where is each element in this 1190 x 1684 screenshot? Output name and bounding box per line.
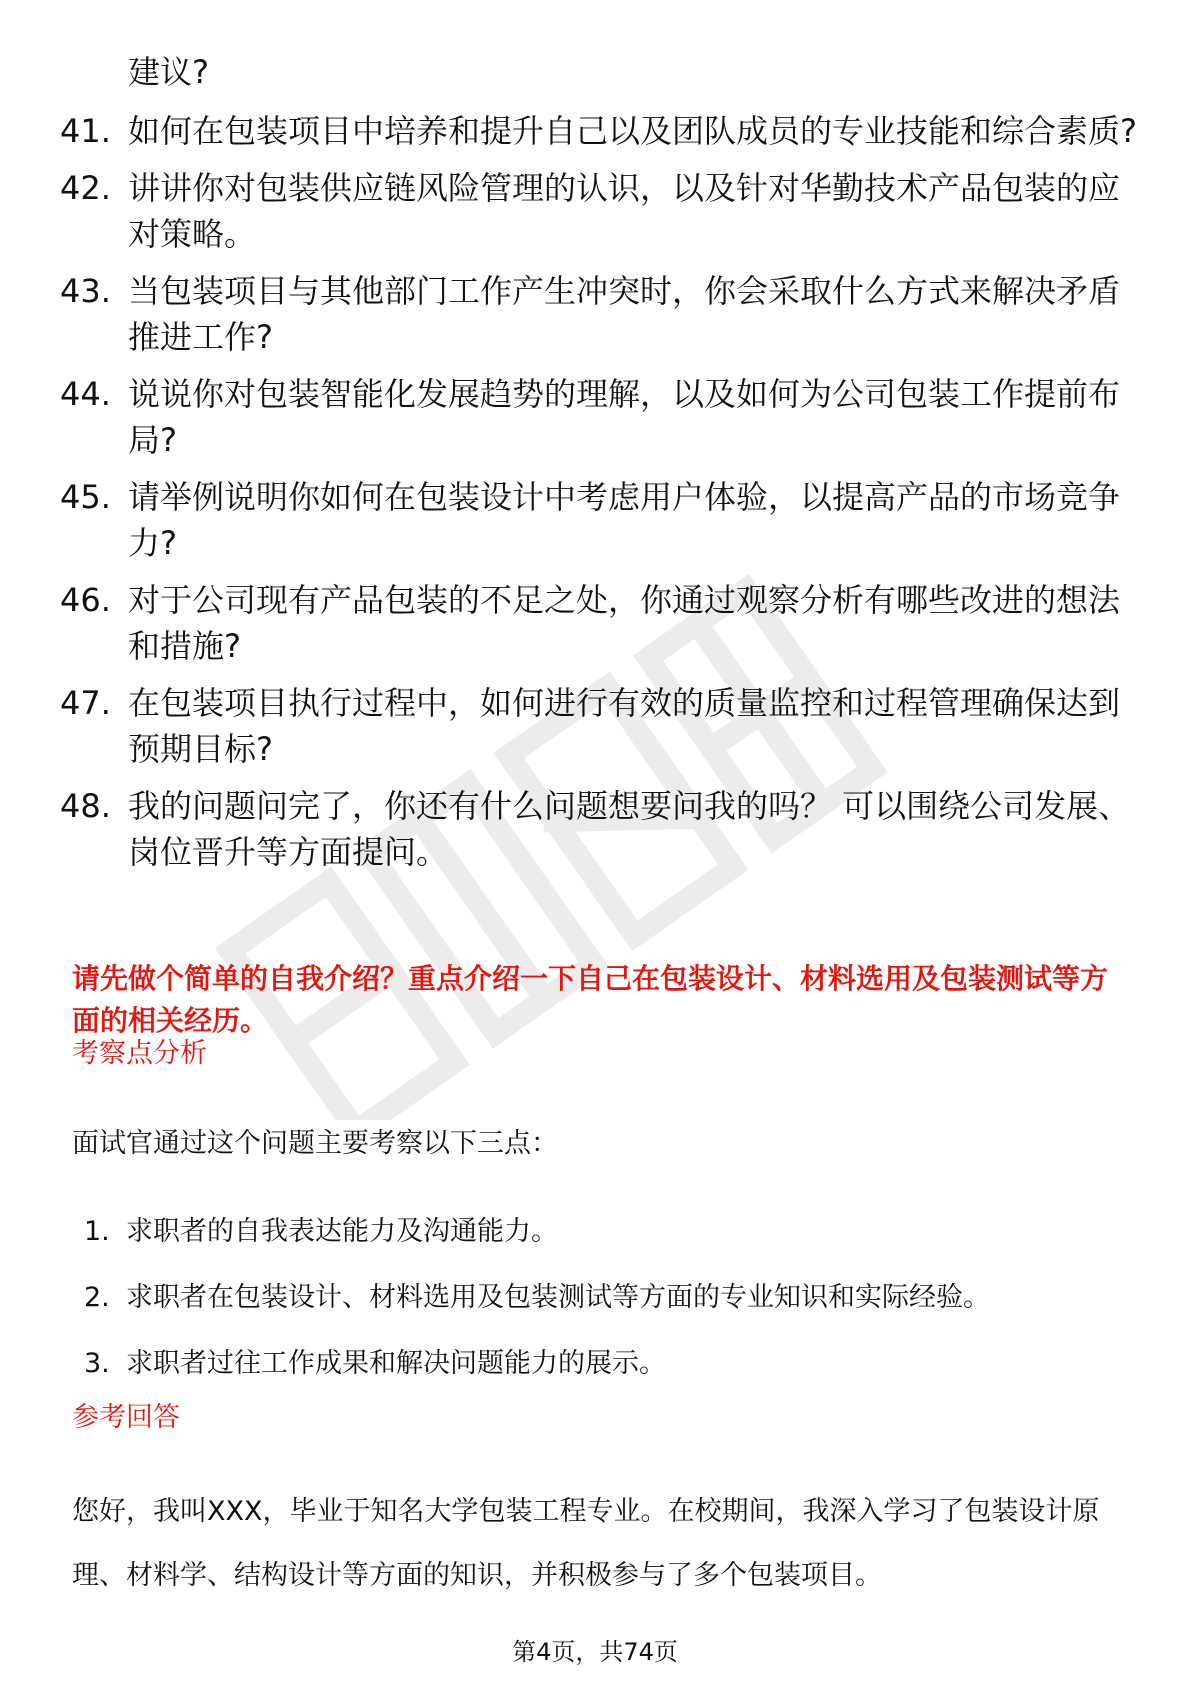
analysis-point [84, 1278, 990, 1318]
continued-question-line: 建议? [128, 53, 209, 91]
point-number: 1. [84, 1216, 110, 1247]
point-text: 求职者过往工作成果和解决问题能力的展示。 [126, 1348, 666, 1379]
question-text: 当包装项目与其他部门工作产生冲突时，你会采取什么方式来解决矛盾推进工作? [128, 272, 1121, 356]
question-number: 45. [60, 478, 111, 516]
question-number: 46. [60, 581, 111, 619]
featured-question-title: 请先做个简单的自我介绍？重点介绍一下自己在包装设计、材料选用及包装测试等方面的相关经历。 [72, 962, 1109, 1037]
analysis-points-list [84, 1212, 990, 1410]
question-text: 如何在包装项目中培养和提升自己以及团队成员的专业技能和综合素质? [128, 112, 1137, 150]
page-number: 第4页，共74页 [512, 1638, 678, 1666]
point-text: 求职者在包装设计、材料选用及包装测试等方面的专业知识和实际经验。 [126, 1282, 990, 1313]
question-list [60, 108, 1140, 886]
question-number: 43. [60, 272, 111, 310]
question-number: 42. [60, 169, 111, 207]
analysis-heading: 考察点分析 [72, 1038, 207, 1069]
answer-paragraph: 您好，我叫XXX，毕业于知名大学包装工程专业。在校期间，我深入学习了包装设计原理、材料学、结构设计等方面的知识，并积极参与了多个包装项目。 [72, 1496, 1100, 1591]
question-item [60, 680, 1140, 772]
point-number: 3. [84, 1348, 110, 1379]
question-number: 47. [60, 684, 111, 722]
question-number: 48. [60, 787, 111, 825]
question-item [60, 474, 1140, 566]
question-item [60, 165, 1140, 257]
question-number: 41. [60, 112, 111, 150]
point-number: 2. [84, 1282, 110, 1313]
analysis-point [84, 1344, 990, 1384]
analysis-intro: 面试官通过这个问题主要考察以下三点： [72, 1128, 558, 1159]
point-text: 求职者的自我表达能力及沟通能力。 [126, 1216, 558, 1247]
question-item [60, 783, 1140, 875]
question-text: 说说你对包装智能化发展趋势的理解，以及如何为公司包装工作提前布局? [128, 375, 1121, 459]
answer-heading: 参考回答 [72, 1402, 180, 1433]
question-item [60, 371, 1140, 463]
question-number: 44. [60, 375, 111, 413]
question-text: 请举例说明你如何在包装设计中考虑用户体验，以提高产品的市场竞争力? [128, 478, 1121, 562]
question-item [60, 577, 1140, 669]
analysis-point [84, 1212, 990, 1252]
question-text: 我的问题问完了，你还有什么问题想要问我的吗？ 可以围绕公司发展、岗位晋升等方面提问。 [128, 787, 1131, 871]
question-item [60, 268, 1140, 360]
question-text: 讲讲你对包装供应链风险管理的认识，以及针对华勤技术产品包装的应对策略。 [128, 169, 1121, 253]
question-item [60, 108, 1140, 154]
question-text: 在包装项目执行过程中，如何进行有效的质量监控和过程管理确保达到预期目标? [128, 684, 1121, 768]
question-text: 对于公司现有产品包装的不足之处，你通过观察分析有哪些改进的想法和措施? [128, 581, 1121, 665]
